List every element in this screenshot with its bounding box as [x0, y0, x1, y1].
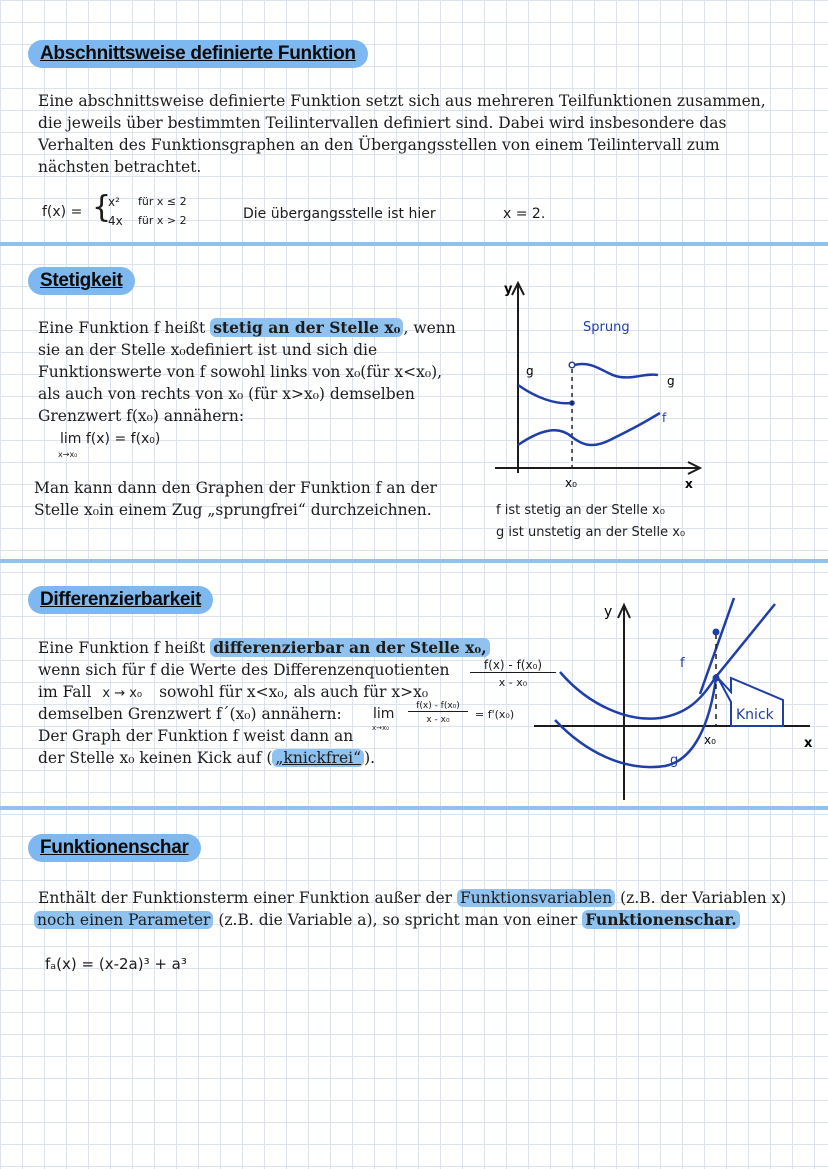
s1-paragraph: Eine abschnittsweise definierte Funktion setzt sich aus mehreren Teilfunktionen zusammen, die jeweils über bestimmten Teilintervallen definiert sind. Dabei wird insbesondere das Verhalten des Funktionsgraphen an den Übergangsstellen von einem Teilintervall zum nächsten betrachtet.: [38, 92, 766, 176]
s3-dq-numerator: f(x) - f(x₀): [470, 658, 556, 673]
s2-line-3: Funktionswerte von f sowohl links von x₀(für x<x₀),: [38, 363, 443, 381]
s3-highlight-differenzierbar: differenzierbar an der Stelle x₀,: [210, 638, 489, 657]
g-curve-left: [518, 385, 572, 403]
s2-line-4: als auch von rechts von x₀ (für x>x₀) demselben: [38, 385, 415, 403]
s3-line-6: [38, 747, 375, 769]
s3-lim-denominator: x - x₀: [426, 715, 450, 725]
divider-3: [0, 806, 828, 810]
s4-text-b: (z.B. der Variablen x): [615, 889, 787, 907]
s3-lim-result: = f'(x₀): [475, 708, 515, 721]
s3-line-1: [38, 637, 490, 659]
s2-text-a: Eine Funktion f heißt: [38, 319, 211, 337]
s3-lim-sub: x→x₀: [372, 724, 389, 732]
s3-lim: lim: [373, 706, 395, 722]
s3-highlight-knickfrei: „knickfrei“: [272, 749, 364, 767]
x0-label: x₀: [565, 476, 577, 490]
s3-text-f: ).: [364, 749, 376, 767]
section-title-funktionenschar: Funktionenschar: [28, 834, 201, 862]
s2-line-5: Grenzwert f(x₀) annähern:: [38, 407, 245, 425]
section-title-stetigkeit: Stetigkeit: [28, 267, 135, 295]
s2-text-b: , wenn: [403, 319, 456, 337]
g-right-open-point: [569, 362, 575, 368]
s3-text-d: sowohl für x<x₀, als auch für x>x₀: [159, 683, 429, 701]
s3-line-2: wenn sich für f die Werte des Differenzenquotienten: [38, 661, 450, 679]
f-curve: [518, 413, 660, 445]
s1-formula-lhs: f(x) =: [42, 204, 83, 220]
f-label: f: [680, 656, 685, 671]
s3-text-c: im Fall: [38, 683, 92, 701]
s4-highlight-funktionsvariablen: Funktionsvariablen: [457, 889, 615, 907]
s4-line-2: [34, 909, 740, 931]
x0-label: x₀: [704, 733, 716, 747]
s4-highlight-parameter: noch einen Parameter: [34, 911, 213, 929]
caption-g-discontinuous: g ist unstetig an der Stelle x₀: [496, 525, 686, 540]
g-curve-right: [574, 364, 658, 377]
s2-limit: lim f(x) = f(x₀): [60, 431, 161, 447]
s3-line-3: [38, 681, 428, 705]
s4-formula: fₐ(x) = (x-2a)³ + a³: [45, 955, 187, 973]
f-label: f: [662, 411, 667, 425]
s2-line-2: sie an der Stelle x₀definiert ist und sich die: [38, 341, 378, 359]
graph-x-label: x: [804, 736, 813, 751]
jump-label: Sprung: [583, 320, 630, 335]
s4-text-c: (z.B. die Variable a), so spricht man von einer: [213, 911, 583, 929]
differentiability-graph: [500, 592, 826, 802]
graph-x-label: x: [685, 477, 693, 491]
s2-line-1: [38, 317, 456, 339]
s3-text-a: Eine Funktion f heißt: [38, 639, 211, 657]
s2-line-6: Man kann dann den Graphen der Funktion f an der: [34, 479, 437, 497]
tangent-point: [713, 629, 720, 636]
s2-line-7: Stelle x₀in einem Zug „sprungfrei“ durchzeichnen.: [34, 501, 432, 519]
s3-lim-numerator: f(x) - f(x₀): [408, 701, 468, 712]
g-label-left: g: [526, 364, 534, 378]
g-label-right: g: [667, 374, 675, 388]
section-title-abschnittsweise: Abschnittsweise definierte Funktion: [28, 40, 368, 68]
knick-label: Knick: [736, 707, 774, 723]
graph-y-label: y: [604, 604, 613, 620]
s3-text-e: der Stelle x₀ keinen Kick auf (: [38, 749, 273, 767]
s3-line-5: Der Graph der Funktion f weist dann an: [38, 727, 354, 745]
s4-line-1: [38, 887, 786, 909]
divider-2: [0, 559, 828, 563]
s1-case1-cond: für x ≤ 2: [138, 195, 187, 208]
s1-case1-expr: x²: [108, 195, 120, 209]
s1-transition-note: Die übergangsstelle ist hier: [243, 206, 436, 222]
s2-limit-sub: x→x₀: [58, 450, 78, 459]
caption-f-continuous: f ist stetig an der Stelle x₀: [496, 503, 665, 518]
continuity-graph: [480, 275, 710, 495]
s1-brace: {: [92, 190, 112, 225]
s3-dq-denominator: x - x₀: [498, 676, 528, 689]
divider-1: [0, 242, 828, 246]
s4-text-a: Enthält der Funktionsterm einer Funktion außer der: [38, 889, 457, 907]
g-label: g: [670, 753, 679, 768]
graph-y-label: y: [504, 282, 513, 297]
s1-case2-cond: für x > 2: [138, 214, 187, 227]
s2-highlight-stetig: stetig an der Stelle x₀: [210, 318, 403, 337]
s3-arrow-text: x → x₀: [102, 686, 143, 701]
s1-transition-value: x = 2.: [503, 206, 546, 222]
section-title-differenzierbarkeit: Differenzierbarkeit: [28, 586, 213, 614]
s4-highlight-funktionenschar: Funktionenschar.: [582, 910, 739, 929]
s3-line-4: demselben Grenzwert f´(x₀) annähern:: [38, 705, 342, 723]
s1-case2-expr: 4x: [108, 214, 123, 228]
